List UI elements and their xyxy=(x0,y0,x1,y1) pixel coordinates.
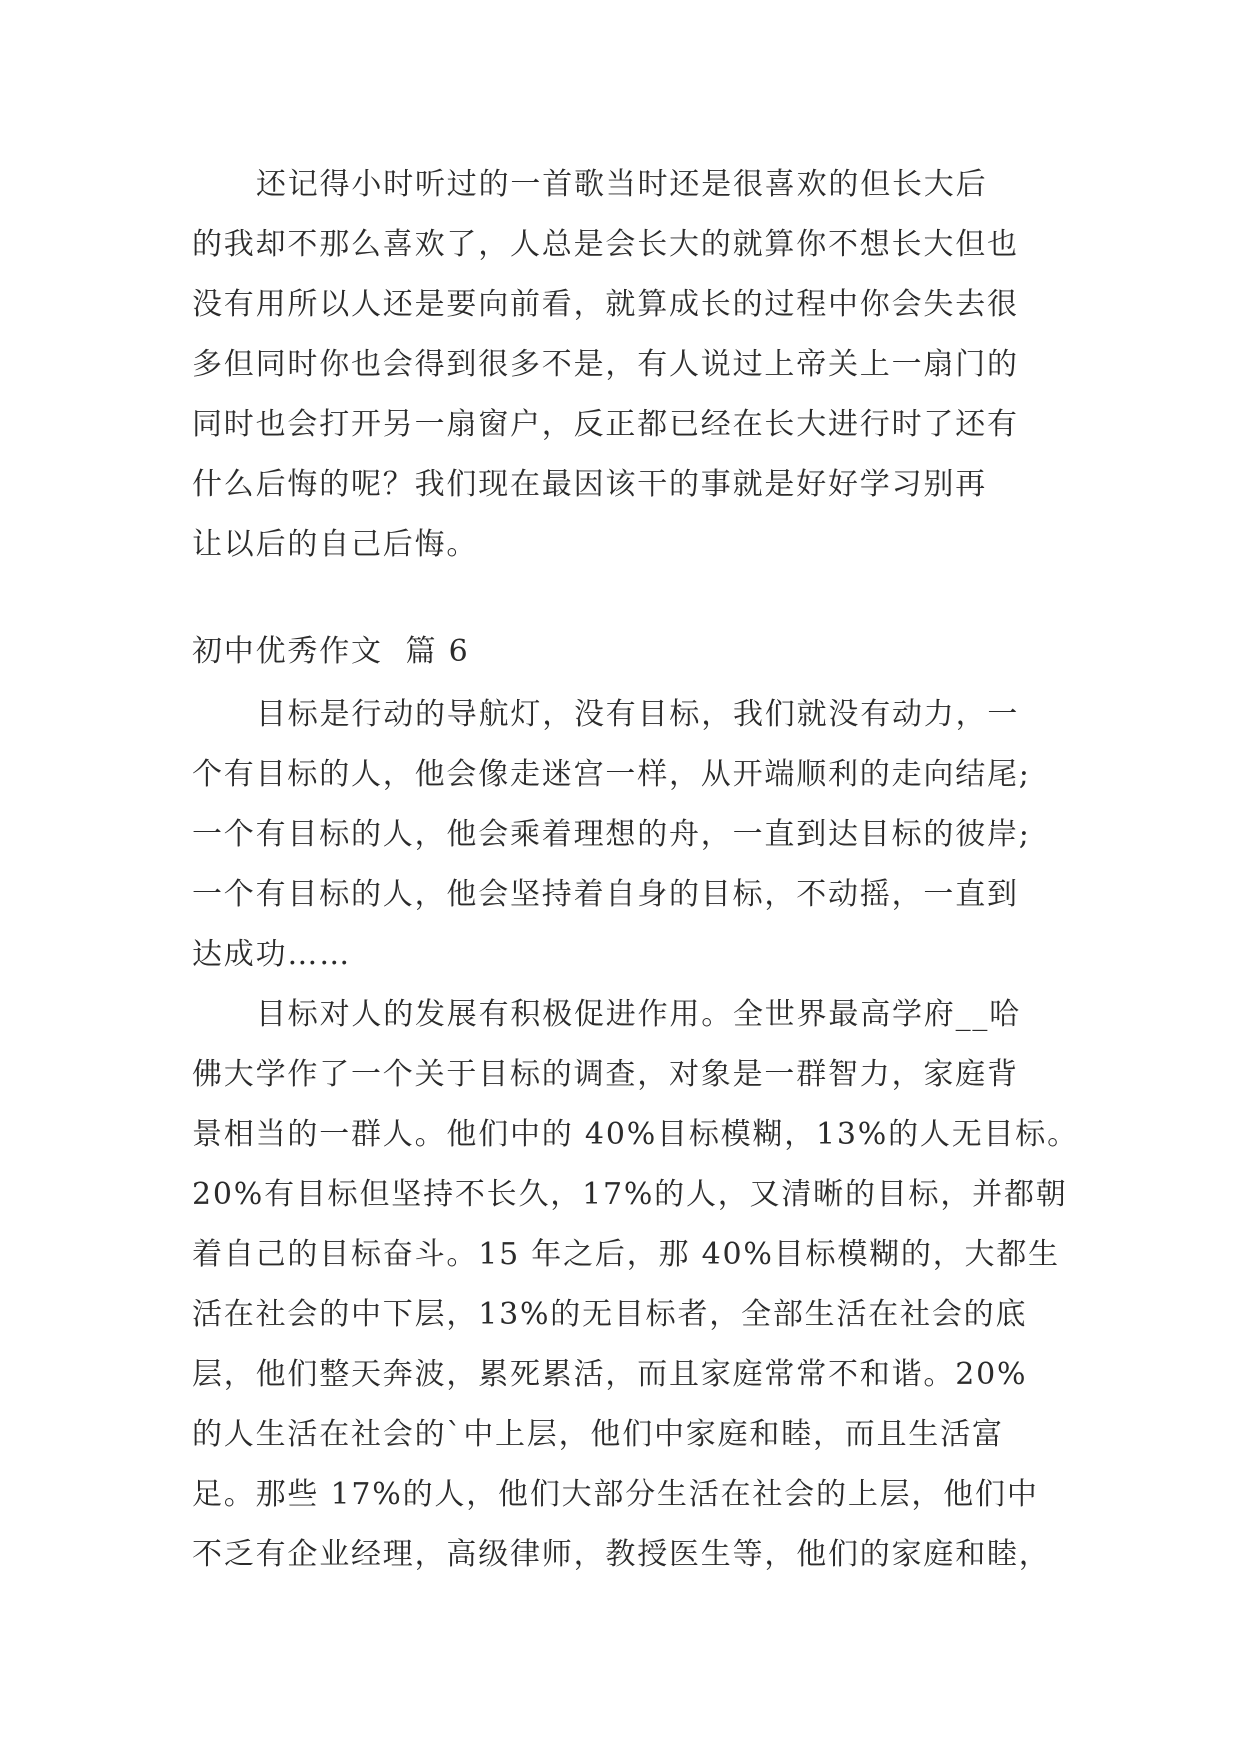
paragraph-2-line: 达成功…… xyxy=(192,937,351,972)
paragraph-3-line: 佛大学作了一个关于目标的调查，对象是一群智力，家庭背 xyxy=(192,1057,1019,1092)
paragraph-3-line: 着自己的目标奋斗。15 年之后，那 40%目标模糊的，大都生 xyxy=(192,1237,1060,1272)
paragraph-2-line: 一个有目标的人，他会坚持着自身的目标，不动摇，一直到 xyxy=(192,877,1019,912)
paragraph-3-line: 景相当的一群人。他们中的 40%目标模糊，13%的人无目标。 xyxy=(192,1117,1079,1152)
paragraph-1-line: 的我却不那么喜欢了，人总是会长大的就算你不想长大但也 xyxy=(192,227,1019,262)
paragraph-1-line: 没有用所以人还是要向前看，就算成长的过程中你会失去很 xyxy=(192,287,1019,322)
paragraph-3-line: 目标对人的发展有积极促进作用。全世界最高学府__哈 xyxy=(256,997,1021,1032)
paragraph-3-line: 不乏有企业经理，高级律师，教授医生等，他们的家庭和睦， xyxy=(192,1537,1051,1572)
paragraph-1-line: 同时也会打开另一扇窗户，反正都已经在长大进行时了还有 xyxy=(192,407,1019,442)
paragraph-3-line: 足。那些 17%的人，他们大部分生活在社会的上层，他们中 xyxy=(192,1477,1039,1512)
paragraph-2-line: 目标是行动的导航灯，没有目标，我们就没有动力，一 xyxy=(256,697,1020,732)
paragraph-1-line: 让以后的自己后悔。 xyxy=(192,527,479,562)
paragraph-1-line: 多但同时你也会得到很多不是，有人说过上帝关上一扇门的 xyxy=(192,347,1019,382)
paragraph-1-line: 什么后悔的呢？我们现在最因该干的事就是好好学习别再 xyxy=(192,467,987,502)
paragraph-2-line: 个有目标的人，他会像走迷宫一样，从开端顺利的走向结尾; xyxy=(192,757,1031,792)
section-heading: 初中优秀作文 篇 6 xyxy=(192,634,470,669)
paragraph-3-line: 活在社会的中下层，13%的无目标者，全部生活在社会的底 xyxy=(192,1297,1028,1332)
paragraph-2-line: 一个有目标的人，他会乘着理想的舟，一直到达目标的彼岸; xyxy=(192,817,1031,852)
paragraph-3-line: 的人生活在社会的`中上层，他们中家庭和睦，而且生活富 xyxy=(192,1417,1004,1452)
paragraph-1-line: 还记得小时听过的一首歌当时还是很喜欢的但长大后 xyxy=(256,167,988,202)
paragraph-3-line: 层，他们整天奔波，累死累活，而且家庭常常不和谐。20% xyxy=(192,1357,1028,1392)
paragraph-3-line: 20%有目标但坚持不长久，17%的人，又清晰的目标，并都朝 xyxy=(192,1177,1068,1212)
